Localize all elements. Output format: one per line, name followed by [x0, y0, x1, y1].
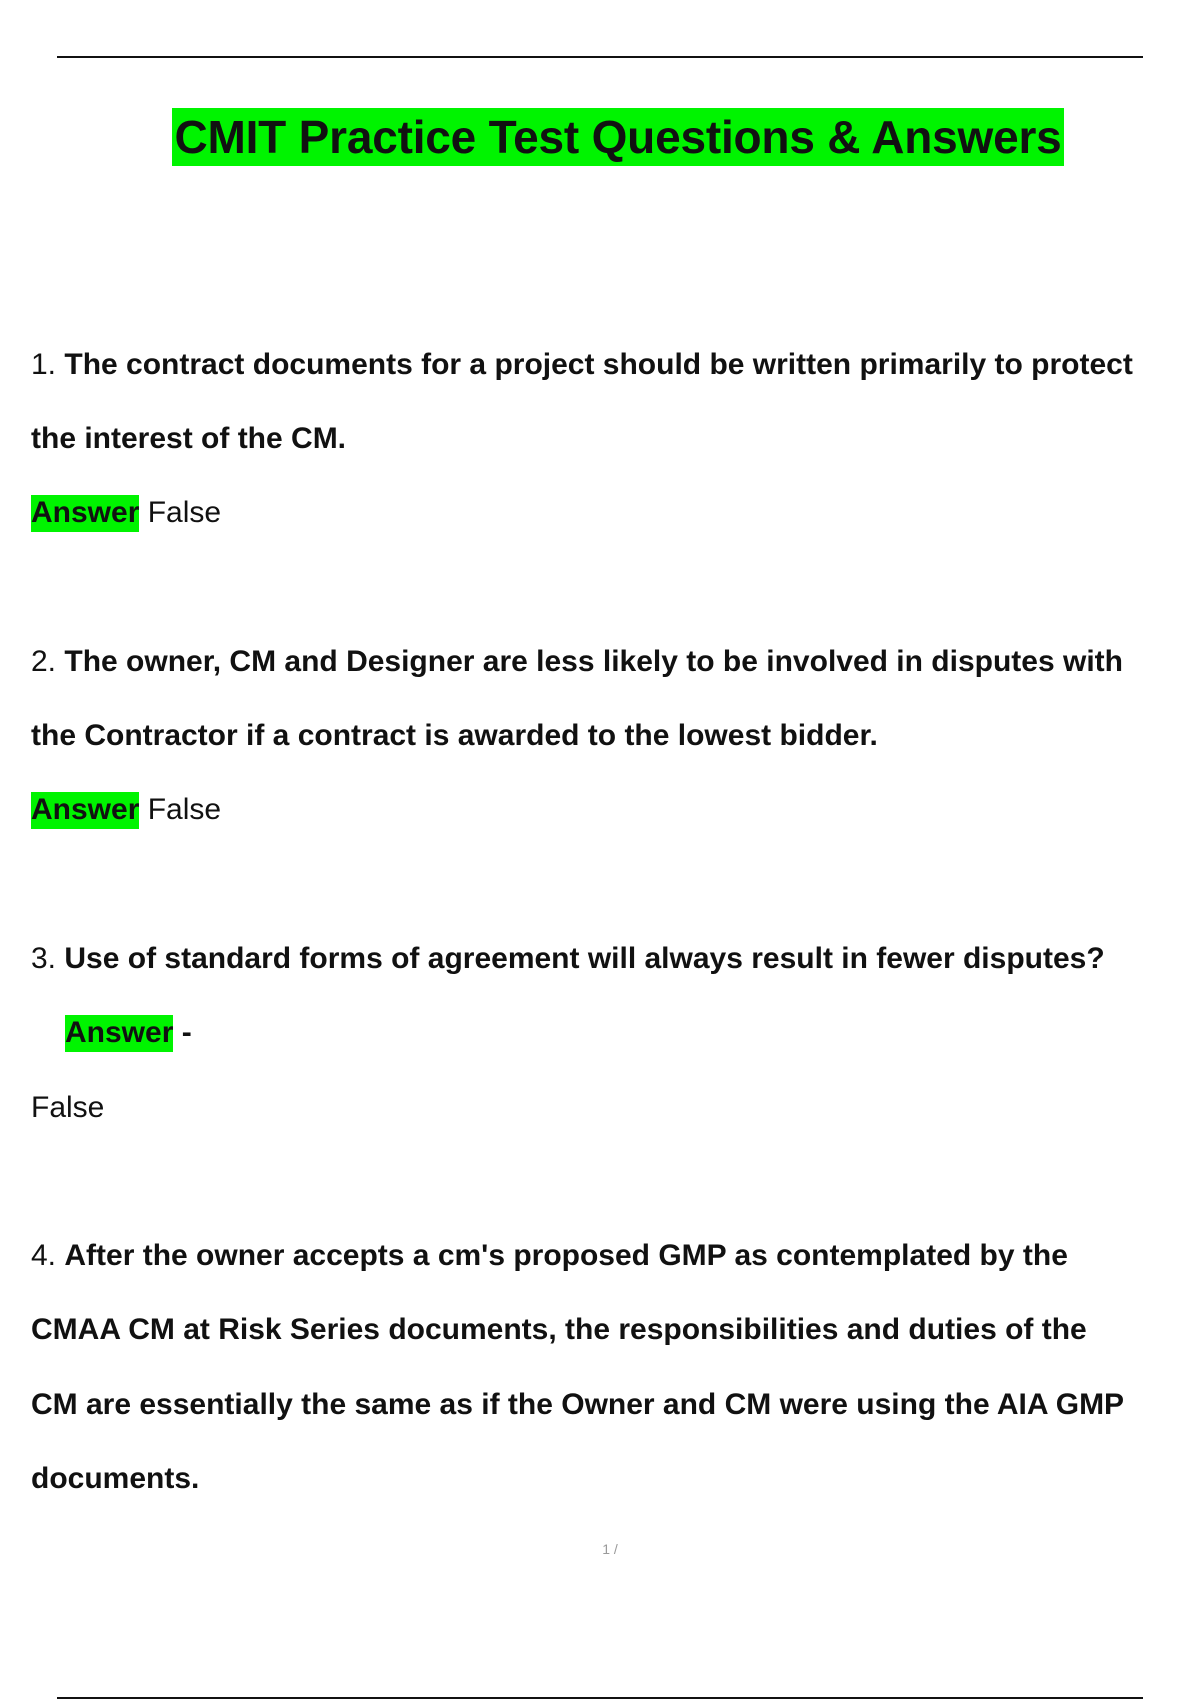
- question-1-line-2: [31, 421, 346, 457]
- document-title: [0, 108, 1200, 166]
- question-4-line-1: [31, 1238, 1068, 1274]
- question-4-line-2: [31, 1312, 1087, 1348]
- question-4-text-4: documents.: [31, 1462, 200, 1495]
- question-1-text-2: the interest of the CM.: [31, 422, 347, 455]
- question-2-answer: [31, 792, 221, 828]
- question-3-number: 3.: [31, 942, 57, 975]
- question-3-text-1: Use of standard forms of agreement will always result in fewer disputes?: [64, 942, 1105, 975]
- question-4-text-2: CMAA CM at Risk Series documents, the responsibilities and duties of the: [31, 1313, 1087, 1346]
- answer-3-value: False: [31, 1091, 105, 1124]
- question-2-text-1: The owner, CM and Designer are less likely to be involved in disputes with: [64, 645, 1123, 678]
- question-2-text-2: the Contractor if a contract is awarded to the lowest bidder.: [31, 719, 878, 752]
- question-4-line-3: [31, 1387, 1124, 1423]
- answer-1-value: False: [147, 496, 222, 529]
- page-number: 1 /: [602, 1541, 618, 1557]
- document-title-text: CMIT Practice Test Questions & Answers: [172, 108, 1063, 166]
- question-3-line-1: [31, 941, 1105, 977]
- top-rule: [57, 56, 1143, 58]
- question-3-answer: [65, 1015, 192, 1051]
- question-1-text-1: The contract documents for a project should be written primarily to protect: [64, 348, 1133, 381]
- question-2-line-2: [31, 718, 878, 754]
- answer-2-label: Answer: [31, 792, 139, 829]
- bottom-rule: [57, 1697, 1143, 1699]
- answer-2-value: False: [147, 793, 222, 826]
- question-2-number: 2.: [31, 645, 57, 678]
- question-4-text-1: After the owner accepts a cm's proposed GMP as contemplated by the: [64, 1239, 1068, 1272]
- question-2-line-1: [31, 644, 1123, 680]
- answer-3-dash: -: [181, 1016, 192, 1049]
- question-4-number: 4.: [31, 1239, 57, 1272]
- question-4-line-4: [31, 1461, 199, 1497]
- answer-3-label: Answer: [65, 1015, 173, 1052]
- answer-1-label: Answer: [31, 495, 139, 532]
- question-1-answer: [31, 495, 221, 531]
- question-3-answer-value-line: [31, 1090, 104, 1126]
- question-1-number: 1.: [31, 348, 57, 381]
- question-4-text-3: CM are essentially the same as if the Owner and CM were using the AIA GMP: [31, 1388, 1125, 1421]
- question-1-line-1: [31, 347, 1133, 383]
